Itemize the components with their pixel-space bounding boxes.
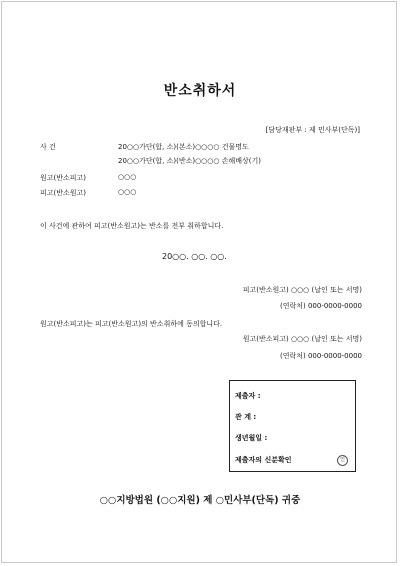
party-name-plaintiff: ○○○ — [118, 173, 137, 181]
withdrawal-statement: 이 사건에 관하여 피고(반소원고)는 반소를 전부 취하합니다. — [40, 222, 224, 230]
id-check-label: 제출자의 신분확인 — [235, 456, 292, 464]
defendant-signature-line: 피고(반소원고) ○○○ (날인 또는 서명) — [242, 286, 362, 294]
document-title: 반소취하서 — [163, 83, 237, 99]
party-label-plaintiff: 원고(반소피고) — [40, 174, 87, 182]
defendant-contact: (연락처) 000-0000-0000 — [279, 302, 362, 310]
case-line-counter: 20○○가단(합, 소)(반소)○○○○ 손해배상(기) — [118, 157, 261, 165]
seal-mark: 인 — [337, 455, 348, 466]
court-addressee: ○○지방법원 (○○지원) 제 ○민사부(단독) 귀중 — [99, 495, 301, 506]
party-label-defendant: 피고(반소원고) — [40, 189, 87, 197]
division-label: [담당재판부 : 제 민사부(단독)] — [265, 126, 360, 134]
party-name-defendant: ○○○ — [118, 188, 137, 196]
submitter-box — [229, 380, 356, 472]
case-line-main: 20○○가단(합, 소)(본소)○○○○ 건물명도 — [118, 143, 249, 151]
submitter-label: 제출자 : — [235, 392, 261, 400]
plaintiff-signature-line: 원고(반소피고) ○○○ (날인 또는 서명) — [242, 335, 362, 343]
consent-statement: 원고(반소피고)는 피고(반소원고)의 반소취하에 동의합니다. — [40, 320, 223, 328]
relation-label: 관 계 : — [235, 413, 257, 421]
document-date: 20○○. ○○. ○○. — [162, 252, 227, 261]
birthdate-label: 생년월일 : — [235, 434, 268, 442]
case-label: 사 건 — [40, 143, 56, 151]
plaintiff-contact: (연락처) 000-0000-0000 — [279, 352, 362, 360]
